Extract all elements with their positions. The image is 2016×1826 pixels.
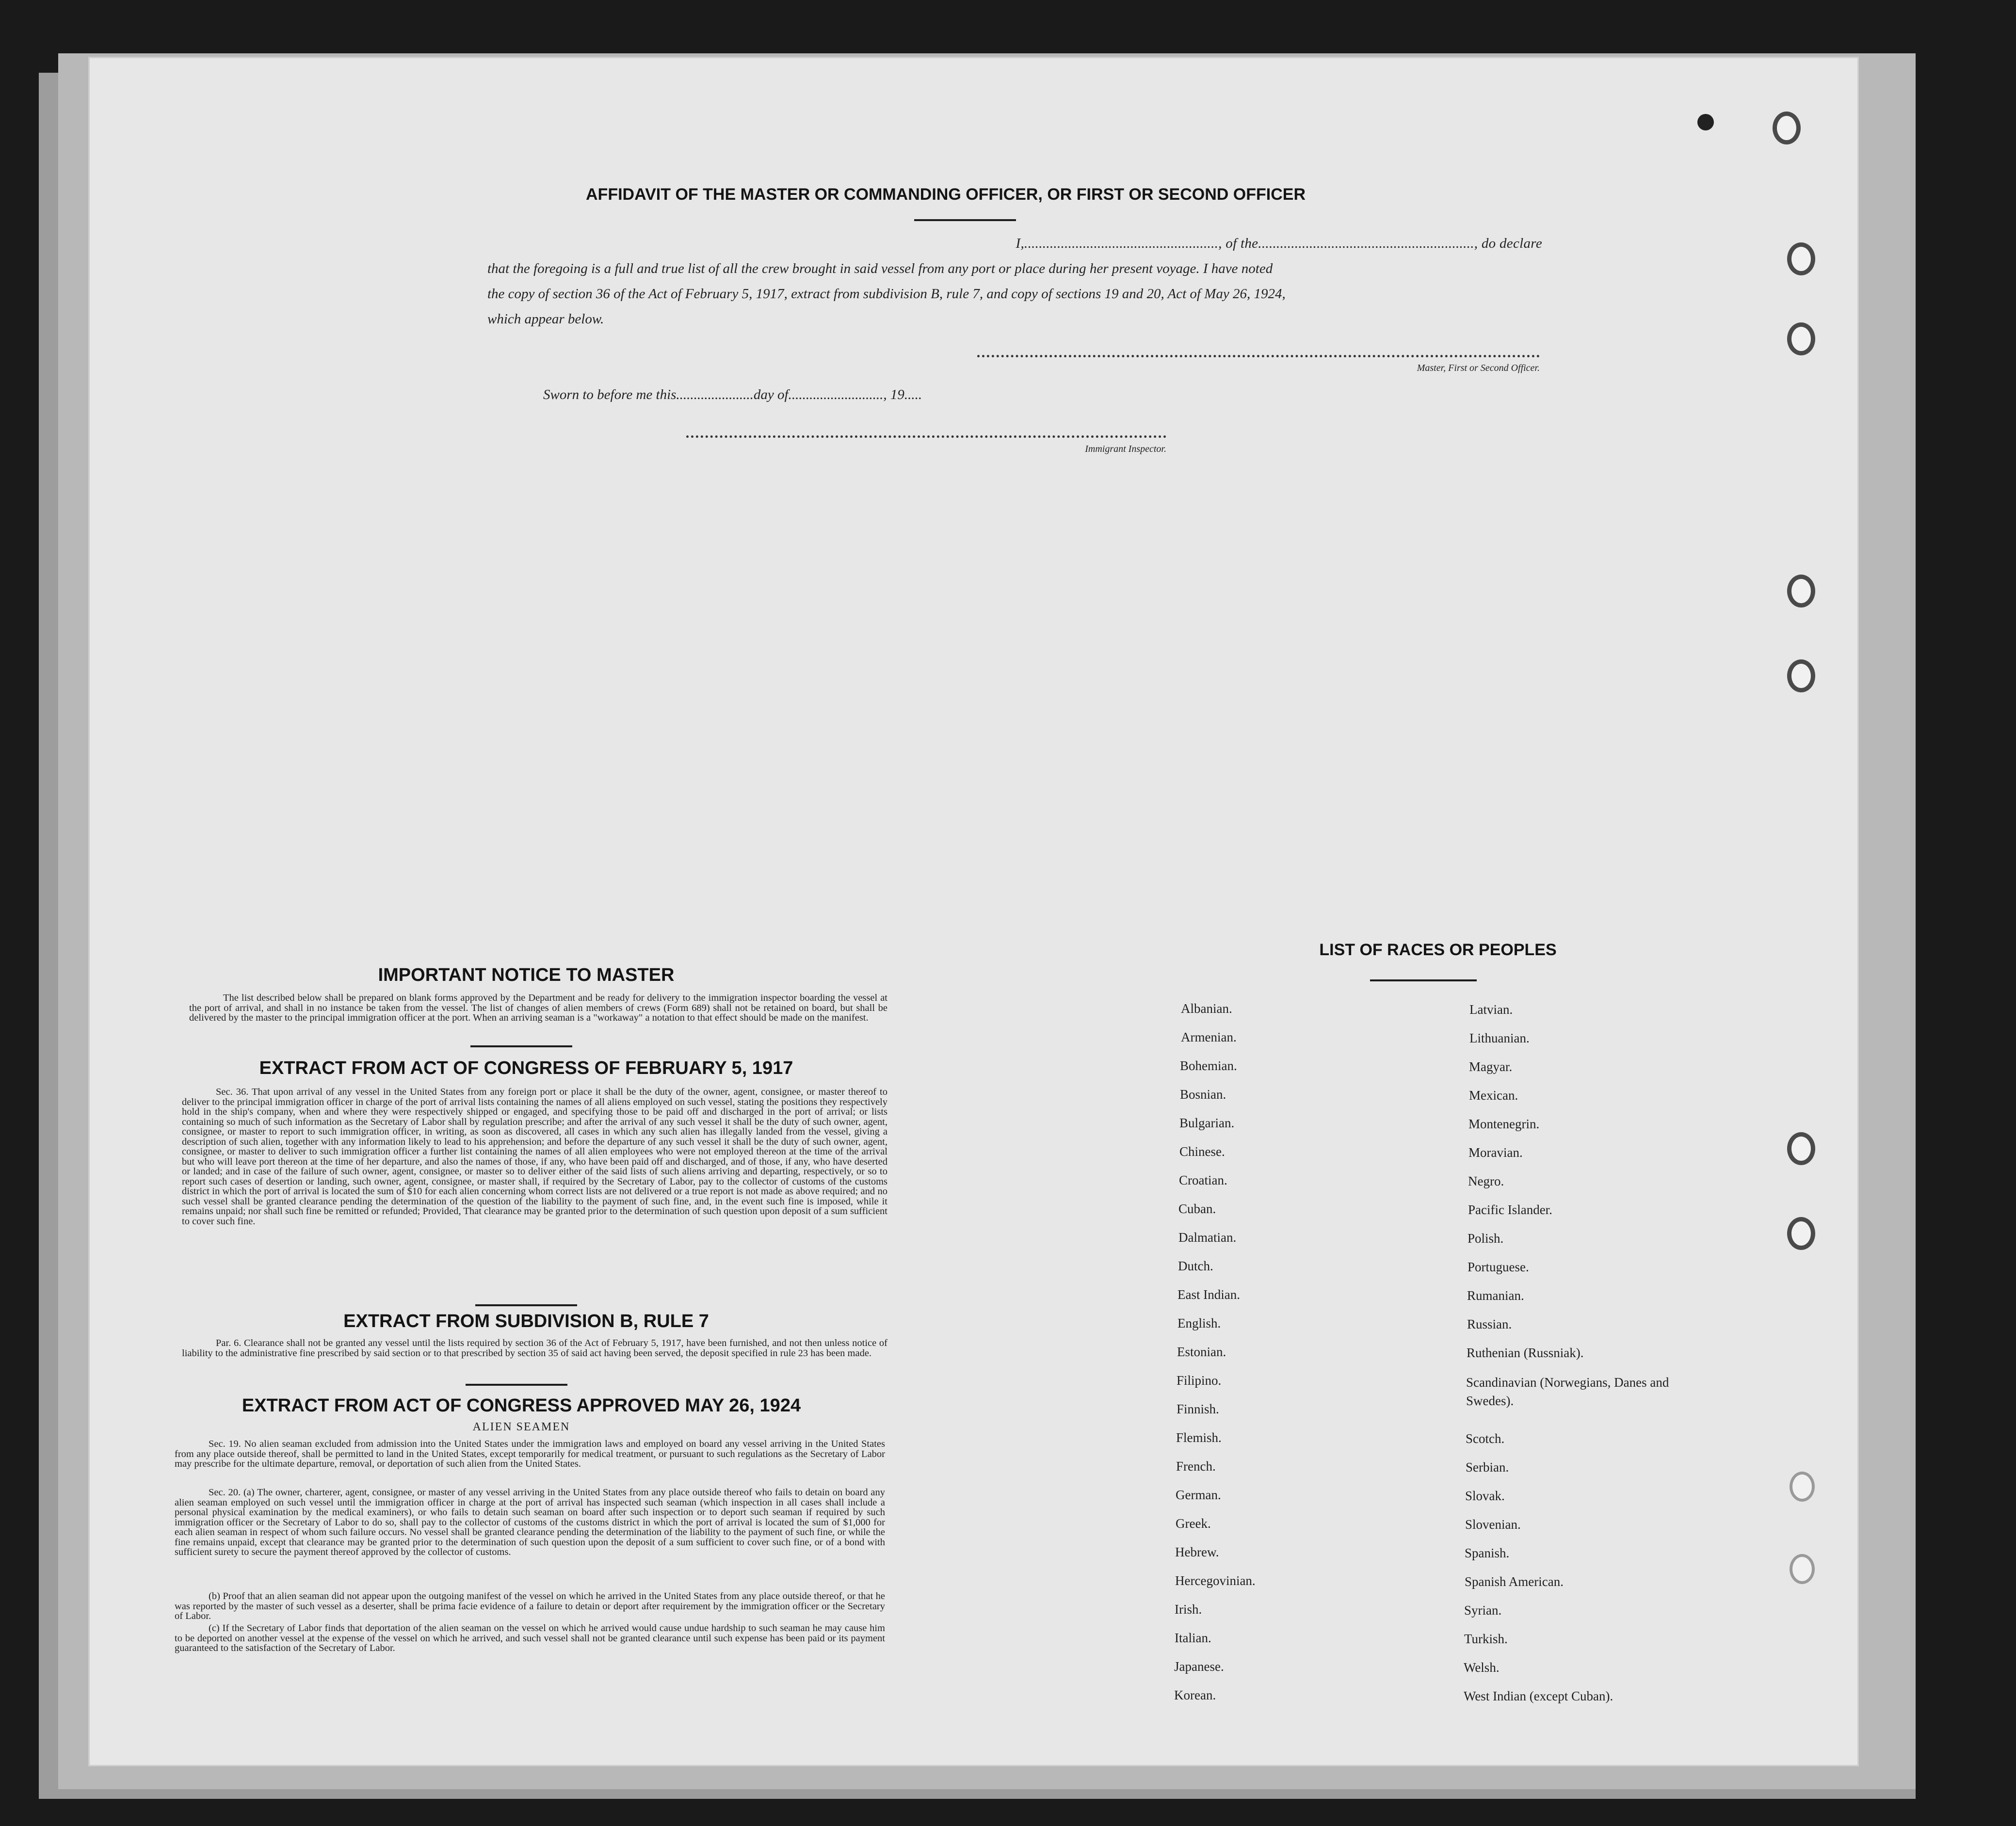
race-item: Lithuanian. xyxy=(1469,1031,1530,1045)
race-item: Hercegovinian. xyxy=(1175,1573,1256,1588)
extract-1917-title: EXTRACT FROM ACT OF CONGRESS OF FEBRUARY 5, 1917 xyxy=(259,1058,793,1078)
race-item: Armenian. xyxy=(1181,1030,1237,1044)
race-item: Hebrew. xyxy=(1175,1545,1219,1559)
race-item: East Indian. xyxy=(1177,1287,1240,1302)
race-item: Polish. xyxy=(1468,1231,1504,1246)
binder-hole xyxy=(1787,1132,1815,1165)
race-item: Portuguese. xyxy=(1468,1260,1529,1274)
binder-hole xyxy=(1790,1472,1815,1502)
notice-text: The list described below shall be prepared on blank forms approved by the Department and be ready for delivery to the immigration inspector boarding the vessel at the port of arrival, and shall in no instance be taken from the vessel. The list of changes of alien members of crews (Form 689) shall not be retained on board, but shall be delivered by the master to the principal immigration officer at the port. When an arriving seaman is a "workaway" a notation to that effect should be made on the manifest. xyxy=(189,993,887,1023)
race-item: Estonian. xyxy=(1177,1345,1226,1359)
binder-hole xyxy=(1787,659,1815,692)
race-item: Scotch. xyxy=(1466,1431,1505,1446)
inspector-caption: Immigrant Inspector. xyxy=(1085,444,1166,454)
affidavit-line-1: I,....................................................., of the..........................................................., do declare xyxy=(1016,236,1542,251)
affidavit-line-2: that the foregoing is a full and true list of all the crew brought in said vessel from any port or place during her present voyage. I have noted xyxy=(487,261,1273,276)
ink-smudge xyxy=(1697,114,1714,130)
race-item: West Indian (except Cuban). xyxy=(1464,1689,1613,1703)
extract-rule7-title: EXTRACT FROM SUBDIVISION B, RULE 7 xyxy=(343,1311,709,1331)
race-item: Welsh. xyxy=(1464,1660,1500,1675)
race-item: Magyar. xyxy=(1469,1059,1513,1074)
race-item: Montenegrin. xyxy=(1468,1117,1540,1131)
race-item: Spanish American. xyxy=(1465,1574,1564,1589)
race-item: Chinese. xyxy=(1179,1144,1225,1159)
race-item: Turkish. xyxy=(1464,1632,1508,1646)
race-item: German. xyxy=(1176,1488,1221,1502)
title-rule xyxy=(914,219,1016,221)
race-item: Cuban. xyxy=(1178,1201,1216,1216)
extract-1924-sec20a: Sec. 20. (a) The owner, charterer, agent, consignee, or master of any vessel arriving in the United States from any place outside thereof who fails to detain on board any alien seaman employed on such vessel until the immigration officer in charge at the port of arrival has inspected such seaman (which inspection in all cases shall include a personal physical examination by the medical examiners), or who fails to detain such seaman on board after such inspection or to deport such seaman if required by such immigration officer or the Secretary of Labor to do so, shall pay to the collector of customs of the customs district in which the port of arrival is located the sum of $1,000 for each alien seaman in respect of whom such failure occurs. No vessel shall be granted clearance pending the determination of the liability to the payment of such fine, or while the fine remains unpaid, except that clearance may be granted prior to the determination of such question upon the deposit of a sum sufficient to cover such fine, or of a bond with sufficient surety to secure the payment thereof approved by the collector of customs. xyxy=(175,1487,885,1557)
race-item: Flemish. xyxy=(1176,1430,1222,1445)
race-item: French. xyxy=(1176,1459,1216,1474)
race-item: Bosnian. xyxy=(1180,1087,1226,1102)
race-item: Albanian. xyxy=(1181,1001,1232,1016)
section-rule xyxy=(466,1384,567,1386)
extract-1924-subtitle: ALIEN SEAMEN xyxy=(472,1421,570,1433)
extract-1924-sec20c: (c) If the Secretary of Labor finds that deportation of the alien seaman on the vessel on which he arrived would cause undue hardship to such seaman he may cause him to be deported on another vessel at the expense of the vessel on which he arrived, and such vessel shall not be granted clearance until such expense has been paid or its payment guaranteed to the satisfaction of the Secretary of Labor. xyxy=(175,1623,885,1653)
binder-hole xyxy=(1787,575,1815,608)
extract-1917-text: Sec. 36. That upon arrival of any vessel in the United States from any foreign port or place it shall be the duty of the owner, agent, consignee, or master thereof to deliver to the principal immigration officer in charge of the port of arrival lists containing the names of all aliens employed on such vessel, stating the positions they respectively hold in the ship's company, when and where they were respectively shipped or engaged, and specifying those to be paid off and discharged in the port of arrival; or lists containing so much of such information as the Secretary of Labor shall by regulation prescribe; and after the arrival of any such vessel it shall be the duty of such owner, agent, consignee, or master to report to such immigration officer, in writing, as soon as discovered, all cases in which any such alien has illegally landed from the vessel, giving a description of such alien, together with any information likely to lead to his apprehension; and before the departure of any such vessel it shall be the duty of such owner, agent, consignee, or master to deliver to such immigration officer a further list containing the names of all alien employees who were not employed thereon at the time of the arrival but who will leave port thereon at the time of her departure, and also the names of those, if any, who have been paid off and discharged, and of those, if any, who have deserted or landed; and in case of the failure of such owner, agent, consignee, or master so to deliver either of the said lists of such aliens arriving and departing, respectively, or so to report such cases of desertion or landing, such owner, agent, consignee, or master shall, if required by the Secretary of Labor, pay to the collector of customs of the customs district in which the port of arrival is located the sum of $10 for each alien concerning whom correct lists are not delivered or a true report is not made as above required; and no such vessel shall be granted clearance pending the determination of the question of the liability to the payment of such fine, and, in the event such fine is imposed, while it remains unpaid; nor shall such fine be remitted or refunded; Provided, That clearance may be granted prior to the determination of such question upon deposit of a sum sufficient to cover such fine. xyxy=(182,1087,887,1227)
race-item: Dalmatian. xyxy=(1178,1230,1237,1245)
race-item: Rumanian. xyxy=(1467,1288,1524,1303)
binder-hole xyxy=(1790,1554,1815,1584)
race-item: Moravian. xyxy=(1468,1145,1523,1160)
notice-title: IMPORTANT NOTICE TO MASTER xyxy=(378,965,675,985)
affidavit-line-3: the copy of section 36 of the Act of February 5, 1917, extract from subdivision B, rule 7, and copy of sections 19 and 20, Act of May 26, 1924, xyxy=(487,286,1286,302)
binder-hole xyxy=(1773,112,1801,144)
race-item: Slovenian. xyxy=(1465,1517,1521,1532)
extract-1924-sec19: Sec. 19. No alien seaman excluded from admission into the United States under the immigration laws and employed on board any vessel arriving in the United States from any place outside thereof, shall be permitted to land in the United States, except temporarily for medical treatment, or pursuant to such regulations as the Secretary of Labor may prescribe for the ultimate departure, removal, or deportation of such alien from the United States. xyxy=(175,1439,885,1469)
race-item: Filipino. xyxy=(1177,1373,1222,1388)
race-item: English. xyxy=(1177,1316,1221,1330)
binder-hole xyxy=(1787,242,1815,275)
race-item: Negro. xyxy=(1468,1174,1504,1188)
document-page xyxy=(90,58,1857,1765)
race-item: Russian. xyxy=(1467,1317,1512,1331)
master-signature-line[interactable] xyxy=(977,355,1540,357)
race-item: Spanish. xyxy=(1465,1546,1510,1560)
race-item: Bohemian. xyxy=(1180,1058,1237,1073)
binder-hole xyxy=(1787,322,1815,355)
race-item: Mexican. xyxy=(1469,1088,1518,1103)
sworn-line: Sworn to before me this......................day of..........................., 19..... xyxy=(543,387,922,402)
extract-rule7-text: Par. 6. Clearance shall not be granted any vessel until the lists required by section 36 of the Act of February 5, 1917, have been furnished, and not then unless notice of liability to the administrative fine prescribed by said section or to that prescribed by section 35 of said act having been served, the deposit specified in rule 23 has been made. xyxy=(182,1338,887,1359)
race-item: Ruthenian (Russniak). xyxy=(1467,1345,1584,1360)
races-title: LIST OF RACES OR PEOPLES xyxy=(1319,941,1557,959)
races-rule xyxy=(1370,979,1477,981)
race-item: Slovak. xyxy=(1465,1489,1505,1503)
race-item: Bulgarian. xyxy=(1179,1116,1235,1130)
section-rule xyxy=(470,1045,572,1047)
race-item: Syrian. xyxy=(1464,1603,1502,1618)
race-item: Japanese. xyxy=(1174,1659,1224,1674)
race-item: Greek. xyxy=(1176,1516,1211,1531)
race-item: Serbian. xyxy=(1466,1460,1509,1474)
master-caption: Master, First or Second Officer. xyxy=(1417,363,1540,373)
extract-1924-sec20b: (b) Proof that an alien seaman did not appear upon the outgoing manifest of the vessel on which he arrived in the United States from any place outside thereof, or that he was reported by the master of such vessel as a deserter, shall be prima facie evidence of a failure to detain or deport after requirement by the immigration officer or the Secretary of Labor. xyxy=(175,1591,885,1621)
race-item: Finnish. xyxy=(1177,1402,1219,1416)
section-rule xyxy=(475,1304,577,1306)
race-item: Scandinavian (Norwegians, Danes and Swedes). xyxy=(1466,1375,1669,1408)
race-item: Pacific Islander. xyxy=(1468,1202,1552,1217)
affidavit-line-4: which appear below. xyxy=(487,311,604,327)
affidavit-title: AFFIDAVIT OF THE MASTER OR COMMANDING OFFICER, OR FIRST OR SECOND OFFICER xyxy=(586,185,1306,204)
race-item: Korean. xyxy=(1174,1688,1216,1702)
binder-hole xyxy=(1787,1217,1815,1250)
race-item: Dutch. xyxy=(1178,1259,1213,1273)
race-item: Croatian. xyxy=(1179,1173,1227,1187)
race-item: Latvian. xyxy=(1469,1002,1513,1017)
inspector-signature-line[interactable] xyxy=(686,435,1166,438)
race-item: Italian. xyxy=(1175,1631,1211,1645)
race-item: Irish. xyxy=(1175,1602,1202,1617)
extract-1924-title: EXTRACT FROM ACT OF CONGRESS APPROVED MAY 26, 1924 xyxy=(242,1395,801,1416)
